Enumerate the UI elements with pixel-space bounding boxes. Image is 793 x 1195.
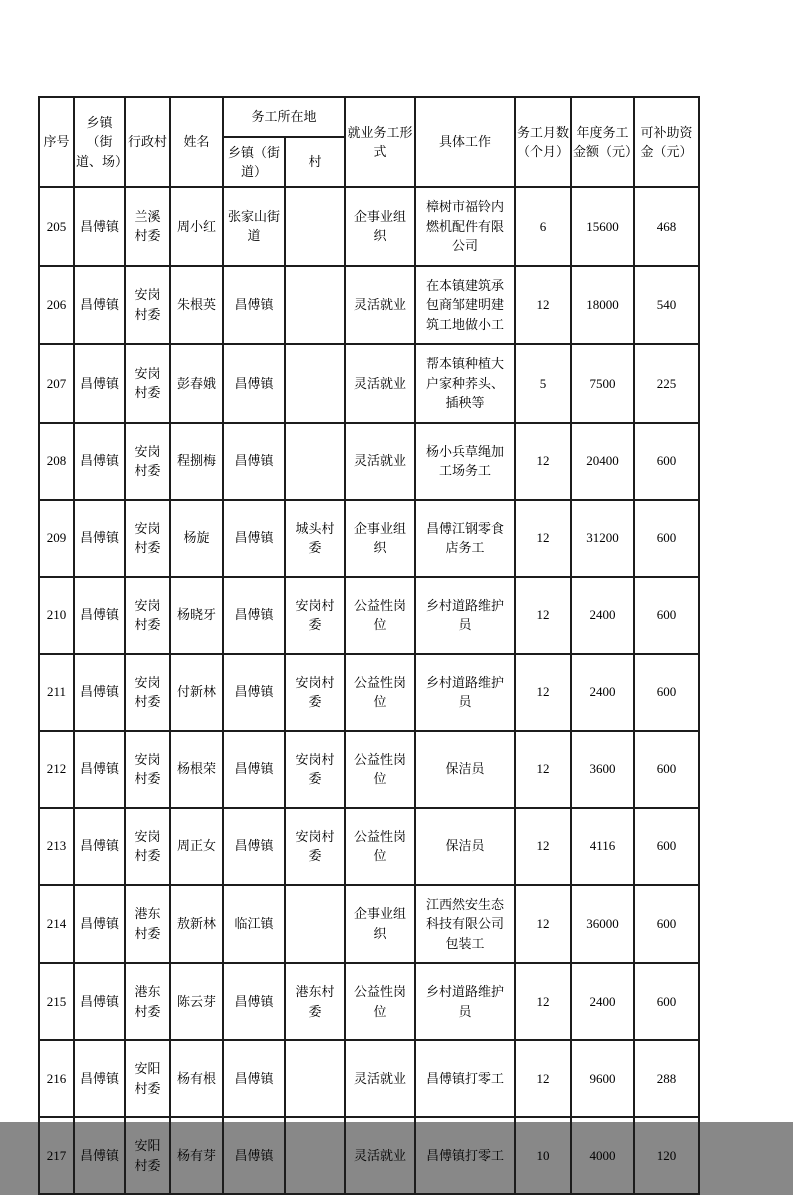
cell-months: 12 bbox=[515, 266, 571, 345]
header-seq: 序号 bbox=[39, 97, 74, 187]
table-row bbox=[39, 344, 699, 423]
cell-months: 12 bbox=[515, 1040, 571, 1117]
cell-village: 安岗村委 bbox=[125, 266, 170, 345]
table-header bbox=[39, 97, 699, 187]
cell-work-town: 昌傅镇 bbox=[223, 344, 285, 423]
cell-village: 安岗村委 bbox=[125, 808, 170, 885]
table-row bbox=[39, 1117, 699, 1194]
cell-job-detail: 保洁员 bbox=[415, 731, 515, 808]
cell-seq: 208 bbox=[39, 423, 74, 500]
cell-name: 杨根荣 bbox=[170, 731, 223, 808]
cell-months: 6 bbox=[515, 187, 571, 266]
cell-annual-income: 2400 bbox=[571, 577, 634, 654]
table-row bbox=[39, 654, 699, 731]
cell-job-detail: 杨小兵草绳加工场务工 bbox=[415, 423, 515, 500]
cell-subsidy: 600 bbox=[634, 423, 699, 500]
cell-job-detail: 江西然安生态科技有限公司包装工 bbox=[415, 885, 515, 964]
cell-subsidy: 600 bbox=[634, 808, 699, 885]
cell-work-town: 昌傅镇 bbox=[223, 963, 285, 1040]
cell-town: 昌傅镇 bbox=[74, 808, 125, 885]
cell-months: 12 bbox=[515, 963, 571, 1040]
cell-employment-form: 公益性岗位 bbox=[345, 731, 415, 808]
cell-work-village: 安岗村委 bbox=[285, 731, 345, 808]
cell-work-village bbox=[285, 885, 345, 964]
cell-village: 安岗村委 bbox=[125, 654, 170, 731]
table-row bbox=[39, 266, 699, 345]
cell-seq: 214 bbox=[39, 885, 74, 964]
table-row bbox=[39, 808, 699, 885]
cell-name: 杨有芽 bbox=[170, 1117, 223, 1194]
cell-subsidy: 540 bbox=[634, 266, 699, 345]
cell-employment-form: 灵活就业 bbox=[345, 1117, 415, 1194]
cell-subsidy: 600 bbox=[634, 963, 699, 1040]
cell-employment-form: 公益性岗位 bbox=[345, 577, 415, 654]
cell-job-detail: 昌傅镇打零工 bbox=[415, 1040, 515, 1117]
cell-subsidy: 600 bbox=[634, 731, 699, 808]
header-name: 姓名 bbox=[170, 97, 223, 187]
cell-work-village bbox=[285, 1040, 345, 1117]
header-town: 乡镇（街道、场） bbox=[74, 97, 125, 187]
cell-employment-form: 灵活就业 bbox=[345, 423, 415, 500]
cell-work-town: 昌傅镇 bbox=[223, 423, 285, 500]
cell-town: 昌傅镇 bbox=[74, 187, 125, 266]
header-employment-form: 就业务工形式 bbox=[345, 97, 415, 187]
header-job-detail: 具体工作 bbox=[415, 97, 515, 187]
cell-village: 安岗村委 bbox=[125, 577, 170, 654]
cell-village: 安阳村委 bbox=[125, 1040, 170, 1117]
cell-annual-income: 31200 bbox=[571, 500, 634, 577]
cell-town: 昌傅镇 bbox=[74, 885, 125, 964]
cell-subsidy: 468 bbox=[634, 187, 699, 266]
cell-subsidy: 288 bbox=[634, 1040, 699, 1117]
header-village: 行政村 bbox=[125, 97, 170, 187]
header-subsidy: 可补助资金（元） bbox=[634, 97, 699, 187]
cell-months: 12 bbox=[515, 731, 571, 808]
cell-subsidy: 225 bbox=[634, 344, 699, 423]
cell-name: 付新林 bbox=[170, 654, 223, 731]
cell-town: 昌傅镇 bbox=[74, 654, 125, 731]
cell-annual-income: 2400 bbox=[571, 963, 634, 1040]
cell-seq: 215 bbox=[39, 963, 74, 1040]
cell-annual-income: 20400 bbox=[571, 423, 634, 500]
cell-work-town: 昌傅镇 bbox=[223, 808, 285, 885]
cell-annual-income: 36000 bbox=[571, 885, 634, 964]
cell-work-town: 临江镇 bbox=[223, 885, 285, 964]
cell-work-village: 安岗村委 bbox=[285, 654, 345, 731]
cell-job-detail: 昌傅江钢零食店务工 bbox=[415, 500, 515, 577]
employment-subsidy-table bbox=[38, 96, 700, 1195]
cell-work-town: 昌傅镇 bbox=[223, 577, 285, 654]
cell-village: 安岗村委 bbox=[125, 423, 170, 500]
header-work-location-group: 务工所在地 bbox=[223, 97, 345, 137]
table-row bbox=[39, 963, 699, 1040]
cell-name: 彭春娥 bbox=[170, 344, 223, 423]
cell-town: 昌傅镇 bbox=[74, 1117, 125, 1194]
cell-seq: 205 bbox=[39, 187, 74, 266]
cell-job-detail: 乡村道路维护员 bbox=[415, 654, 515, 731]
cell-seq: 211 bbox=[39, 654, 74, 731]
cell-village: 港东村委 bbox=[125, 885, 170, 964]
cell-seq: 209 bbox=[39, 500, 74, 577]
cell-village: 兰溪村委 bbox=[125, 187, 170, 266]
cell-work-village bbox=[285, 423, 345, 500]
cell-seq: 210 bbox=[39, 577, 74, 654]
cell-work-town: 昌傅镇 bbox=[223, 654, 285, 731]
cell-name: 杨晓牙 bbox=[170, 577, 223, 654]
cell-seq: 217 bbox=[39, 1117, 74, 1194]
cell-seq: 206 bbox=[39, 266, 74, 345]
cell-work-village: 安岗村委 bbox=[285, 808, 345, 885]
cell-job-detail: 樟树市福铃内燃机配件有限公司 bbox=[415, 187, 515, 266]
cell-months: 12 bbox=[515, 423, 571, 500]
table-row bbox=[39, 885, 699, 964]
header-work-village: 村 bbox=[285, 137, 345, 187]
cell-annual-income: 15600 bbox=[571, 187, 634, 266]
cell-job-detail: 昌傅镇打零工 bbox=[415, 1117, 515, 1194]
table-row bbox=[39, 577, 699, 654]
cell-name: 朱根英 bbox=[170, 266, 223, 345]
cell-employment-form: 灵活就业 bbox=[345, 266, 415, 345]
cell-name: 程捌梅 bbox=[170, 423, 223, 500]
cell-annual-income: 3600 bbox=[571, 731, 634, 808]
header-work-town: 乡镇（街道） bbox=[223, 137, 285, 187]
cell-job-detail: 在本镇建筑承包商邹建明建筑工地做小工 bbox=[415, 266, 515, 345]
cell-annual-income: 9600 bbox=[571, 1040, 634, 1117]
cell-work-town: 昌傅镇 bbox=[223, 1117, 285, 1194]
cell-town: 昌傅镇 bbox=[74, 344, 125, 423]
header-annual-income: 年度务工金额（元） bbox=[571, 97, 634, 187]
cell-work-village: 城头村委 bbox=[285, 500, 345, 577]
cell-village: 安阳村委 bbox=[125, 1117, 170, 1194]
cell-employment-form: 公益性岗位 bbox=[345, 963, 415, 1040]
cell-work-town: 昌傅镇 bbox=[223, 500, 285, 577]
cell-job-detail: 保洁员 bbox=[415, 808, 515, 885]
table-row bbox=[39, 731, 699, 808]
cell-town: 昌傅镇 bbox=[74, 1040, 125, 1117]
cell-work-village bbox=[285, 266, 345, 345]
cell-seq: 213 bbox=[39, 808, 74, 885]
cell-work-town: 昌傅镇 bbox=[223, 731, 285, 808]
cell-town: 昌傅镇 bbox=[74, 963, 125, 1040]
cell-employment-form: 公益性岗位 bbox=[345, 808, 415, 885]
cell-work-village bbox=[285, 1117, 345, 1194]
cell-town: 昌傅镇 bbox=[74, 423, 125, 500]
cell-months: 12 bbox=[515, 654, 571, 731]
cell-seq: 212 bbox=[39, 731, 74, 808]
table-row bbox=[39, 1040, 699, 1117]
cell-village: 安岗村委 bbox=[125, 731, 170, 808]
cell-annual-income: 4000 bbox=[571, 1117, 634, 1194]
cell-work-village: 安岗村委 bbox=[285, 577, 345, 654]
cell-annual-income: 18000 bbox=[571, 266, 634, 345]
cell-town: 昌傅镇 bbox=[74, 731, 125, 808]
cell-employment-form: 灵活就业 bbox=[345, 1040, 415, 1117]
cell-employment-form: 企事业组织 bbox=[345, 885, 415, 964]
cell-name: 周正女 bbox=[170, 808, 223, 885]
cell-work-town: 张家山街道 bbox=[223, 187, 285, 266]
cell-job-detail: 乡村道路维护员 bbox=[415, 577, 515, 654]
table-row bbox=[39, 500, 699, 577]
cell-months: 12 bbox=[515, 808, 571, 885]
cell-town: 昌傅镇 bbox=[74, 577, 125, 654]
cell-village: 港东村委 bbox=[125, 963, 170, 1040]
cell-months: 5 bbox=[515, 344, 571, 423]
cell-subsidy: 600 bbox=[634, 577, 699, 654]
header-row-1 bbox=[39, 97, 699, 137]
cell-work-town: 昌傅镇 bbox=[223, 1040, 285, 1117]
cell-seq: 207 bbox=[39, 344, 74, 423]
cell-employment-form: 公益性岗位 bbox=[345, 654, 415, 731]
cell-subsidy: 120 bbox=[634, 1117, 699, 1194]
cell-employment-form: 企事业组织 bbox=[345, 187, 415, 266]
cell-work-village bbox=[285, 187, 345, 266]
cell-job-detail: 帮本镇种植大户家种荞头、插秧等 bbox=[415, 344, 515, 423]
cell-name: 陈云芽 bbox=[170, 963, 223, 1040]
table-row bbox=[39, 423, 699, 500]
cell-months: 12 bbox=[515, 577, 571, 654]
cell-town: 昌傅镇 bbox=[74, 500, 125, 577]
cell-months: 10 bbox=[515, 1117, 571, 1194]
cell-seq: 216 bbox=[39, 1040, 74, 1117]
table-body bbox=[39, 187, 699, 1194]
cell-subsidy: 600 bbox=[634, 654, 699, 731]
header-months: 务工月数（个月） bbox=[515, 97, 571, 187]
cell-employment-form: 企事业组织 bbox=[345, 500, 415, 577]
cell-months: 12 bbox=[515, 885, 571, 964]
cell-annual-income: 2400 bbox=[571, 654, 634, 731]
cell-work-village: 港东村委 bbox=[285, 963, 345, 1040]
cell-name: 杨旋 bbox=[170, 500, 223, 577]
cell-annual-income: 7500 bbox=[571, 344, 634, 423]
cell-months: 12 bbox=[515, 500, 571, 577]
cell-annual-income: 4116 bbox=[571, 808, 634, 885]
cell-name: 周小红 bbox=[170, 187, 223, 266]
cell-work-village bbox=[285, 344, 345, 423]
cell-subsidy: 600 bbox=[634, 500, 699, 577]
cell-job-detail: 乡村道路维护员 bbox=[415, 963, 515, 1040]
cell-subsidy: 600 bbox=[634, 885, 699, 964]
cell-name: 敖新林 bbox=[170, 885, 223, 964]
cell-work-town: 昌傅镇 bbox=[223, 266, 285, 345]
table-row bbox=[39, 187, 699, 266]
cell-town: 昌傅镇 bbox=[74, 266, 125, 345]
cell-name: 杨有根 bbox=[170, 1040, 223, 1117]
cell-village: 安岗村委 bbox=[125, 344, 170, 423]
cell-employment-form: 灵活就业 bbox=[345, 344, 415, 423]
cell-village: 安岗村委 bbox=[125, 500, 170, 577]
